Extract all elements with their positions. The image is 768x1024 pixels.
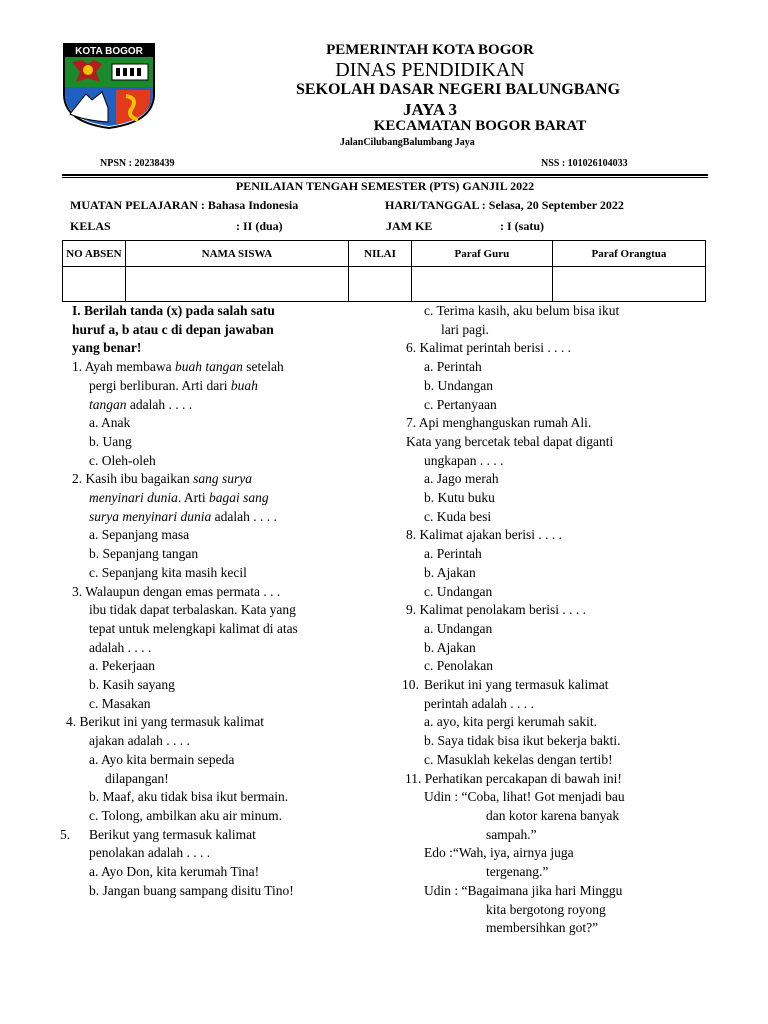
header-paraf-orangtua: Paraf Orangtua bbox=[552, 241, 705, 267]
school-address: JalanCilubangBalumbang Jaya bbox=[340, 137, 475, 148]
subject-label: MUATAN PELAJARAN : Bahasa Indonesia bbox=[70, 198, 299, 212]
question-5-text: Berikut yang termasuk kalimat bbox=[89, 826, 256, 842]
option[interactable]: b. Kutu buku bbox=[424, 490, 495, 506]
left-question-column bbox=[60, 302, 390, 901]
option[interactable]: c. Pertanyaan bbox=[424, 396, 497, 412]
header-no-absen: NO ABSEN bbox=[63, 241, 126, 267]
option[interactable]: c. Kuda besi bbox=[424, 508, 492, 524]
option[interactable]: a. Ayo kita bermain sepeda bbox=[89, 751, 235, 767]
option[interactable]: c. Sepanjang kita masih kecil bbox=[89, 564, 247, 580]
dialogue-line-cont: tergenang.” bbox=[486, 864, 549, 880]
cell-nilai[interactable] bbox=[349, 267, 412, 302]
department-heading: DINAS PENDIDIKAN bbox=[335, 59, 525, 81]
exam-title: PENILAIAN TENGAH SEMESTER (PTS) GANJIL 2022 bbox=[235, 179, 535, 193]
question-3-cont: tepat untuk melengkapi kalimat di atas bbox=[89, 620, 298, 636]
dialogue-line: Udin : “Coba, lihat! Got menjadi bau bbox=[424, 789, 625, 805]
option[interactable]: a. ayo, kita pergi kerumah sakit. bbox=[424, 714, 597, 730]
question-4: 4. Berikut ini yang termasuk kalimat bbox=[66, 714, 264, 730]
instruction-line: I. Berilah tanda (x) pada salah satu bbox=[72, 303, 275, 318]
hour-label: JAM KE bbox=[386, 219, 433, 233]
question-1-cont: pergi berliburan. Arti dari buah bbox=[89, 377, 258, 393]
option[interactable]: a. Jago merah bbox=[424, 471, 499, 487]
option[interactable]: c. Masuklah kekelas dengan tertib! bbox=[424, 751, 613, 767]
npsn-number: NPSN : 20238439 bbox=[100, 158, 175, 169]
question-3-cont: ibu tidak dapat terbalaskan. Kata yang bbox=[89, 602, 296, 618]
option[interactable]: a. Sepanjang masa bbox=[89, 527, 190, 543]
question-10-number: 10. bbox=[402, 677, 419, 693]
header-nama-siswa: NAMA SISWA bbox=[125, 241, 348, 267]
question-5-number: 5. bbox=[60, 826, 71, 842]
option[interactable]: b. Saya tidak bisa ikut bekerja bakti. bbox=[424, 733, 621, 749]
header-nilai: NILAI bbox=[349, 241, 412, 267]
question-2-cont: menyinari dunia. Arti bagai sang bbox=[89, 490, 269, 506]
question-9: 9. Kalimat penolakam berisi . . . . bbox=[406, 602, 586, 618]
question-7-cont: ungkapan . . . . bbox=[424, 452, 504, 468]
option[interactable]: b. Uang bbox=[89, 433, 132, 449]
option[interactable]: a. Undangan bbox=[424, 620, 493, 636]
kota-bogor-logo bbox=[62, 42, 156, 130]
question-10-text: Berikut ini yang termasuk kalimat bbox=[424, 677, 609, 693]
right-question-column bbox=[402, 302, 705, 938]
question-10-cont: perintah adalah . . . . bbox=[424, 695, 534, 711]
question-5 bbox=[60, 826, 390, 845]
question-7: 7. Api menghanguskan rumah Ali. bbox=[406, 415, 592, 431]
cell-no-absen[interactable] bbox=[63, 267, 126, 302]
question-11: 11. Perhatikan percakapan di bawah ini! bbox=[405, 770, 622, 786]
option[interactable]: b. Ajakan bbox=[424, 564, 476, 580]
option[interactable]: b. Maaf, aku tidak bisa ikut bermain. bbox=[89, 789, 289, 805]
option-cont: lari pagi. bbox=[441, 321, 489, 337]
question-1-cont: tangan adalah . . . . bbox=[89, 396, 193, 412]
option[interactable]: c. Tolong, ambilkan aku air minum. bbox=[89, 807, 283, 823]
dialogue-line-cont: sampah.” bbox=[486, 826, 537, 842]
cell-paraf-guru[interactable] bbox=[411, 267, 552, 302]
question-6: 6. Kalimat perintah berisi . . . . bbox=[406, 340, 571, 356]
date-label: HARI/TANGGAL : Selasa, 20 September 2022 bbox=[385, 198, 624, 212]
dialogue-line: Edo :“Wah, iya, airnya juga bbox=[424, 845, 574, 861]
cell-paraf-orangtua[interactable] bbox=[552, 267, 705, 302]
dialogue-line-cont: kita bergotong royong bbox=[486, 901, 606, 917]
option[interactable]: a. Pekerjaan bbox=[89, 658, 155, 674]
header-paraf-guru: Paraf Guru bbox=[411, 241, 552, 267]
option[interactable]: a. Perintah bbox=[424, 359, 482, 375]
cell-nama-siswa[interactable] bbox=[125, 267, 348, 302]
class-value: : II (dua) bbox=[236, 219, 283, 233]
option[interactable]: a. Perintah bbox=[424, 546, 482, 562]
header-rule bbox=[62, 174, 708, 176]
question-7-cont: Kata yang bercetak tebal dapat diganti bbox=[406, 433, 614, 449]
option[interactable]: c. Terima kasih, aku belum bisa ikut bbox=[424, 303, 620, 318]
option[interactable]: c. Undangan bbox=[424, 583, 493, 599]
option[interactable]: a. Ayo Don, kita kerumah Tina! bbox=[89, 864, 260, 880]
question-8: 8. Kalimat ajakan berisi . . . . bbox=[406, 527, 562, 543]
option[interactable]: c. Penolakan bbox=[424, 658, 493, 674]
nss-number: NSS : 101026104033 bbox=[541, 158, 628, 169]
option[interactable]: b. Jangan buang sampang disitu Tino! bbox=[89, 882, 294, 898]
question-2-cont: surya menyinari dunia adalah . . . . bbox=[89, 508, 277, 524]
option[interactable]: b. Undangan bbox=[424, 377, 493, 393]
government-heading: PEMERINTAH KOTA BOGOR bbox=[326, 42, 534, 58]
question-3: 3. Walaupun dengan emas permata . . . bbox=[72, 583, 281, 599]
district-heading: KECAMATAN BOGOR BARAT bbox=[373, 118, 587, 134]
question-1: 1. Ayah membawa buah tangan setelah bbox=[72, 359, 284, 375]
option[interactable]: b. Ajakan bbox=[424, 639, 476, 655]
school-heading-cont: JAYA 3 bbox=[402, 100, 458, 119]
score-table bbox=[62, 240, 706, 302]
instruction-line: huruf a, b atau c di depan jawaban bbox=[72, 321, 274, 337]
dialogue-line-cont: membersihkan got?” bbox=[486, 920, 599, 936]
dialogue-line-cont: dan kotor karena banyak bbox=[486, 807, 620, 823]
question-10 bbox=[402, 676, 705, 695]
question-2: 2. Kasih ibu bagaikan sang surya bbox=[72, 471, 252, 487]
svg-text:KOTA BOGOR: KOTA BOGOR bbox=[75, 46, 143, 57]
instruction-line: yang benar! bbox=[72, 340, 142, 356]
hour-value: : I (satu) bbox=[500, 219, 544, 233]
option[interactable]: b. Sepanjang tangan bbox=[89, 546, 199, 562]
question-5-cont: penolakan adalah . . . . bbox=[89, 845, 211, 861]
school-heading: SEKOLAH DASAR NEGERI BALUNGBANG bbox=[295, 81, 621, 98]
question-3-cont: adalah . . . . bbox=[89, 639, 152, 655]
dialogue-line: Udin : “Bagaimana jika hari Minggu bbox=[424, 882, 623, 898]
option[interactable]: a. Anak bbox=[89, 415, 131, 431]
question-4-cont: ajakan adalah . . . . bbox=[89, 733, 190, 749]
option[interactable]: c. Oleh-oleh bbox=[89, 452, 156, 468]
option[interactable]: b. Kasih sayang bbox=[89, 677, 175, 693]
header-rule-thin bbox=[62, 177, 708, 178]
option[interactable]: c. Masakan bbox=[89, 695, 151, 711]
class-label: KELAS bbox=[70, 219, 111, 233]
option-cont: dilapangan! bbox=[105, 770, 169, 786]
